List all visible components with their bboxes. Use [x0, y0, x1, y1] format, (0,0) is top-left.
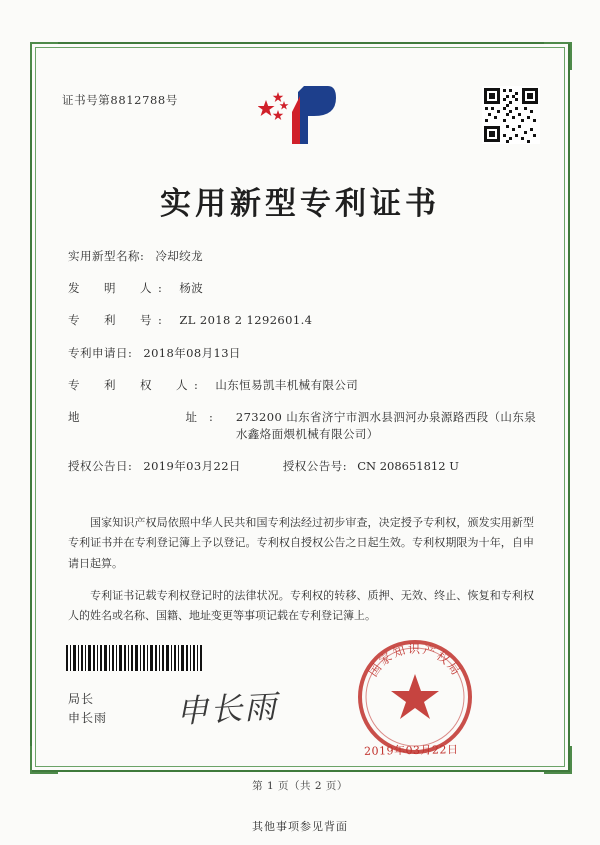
director-name: 申长雨 — [68, 711, 108, 726]
field-row-address — [68, 409, 538, 442]
field-row-patentee — [68, 377, 538, 394]
certificate-serial-number: 证书号第8812788号 — [62, 93, 178, 107]
corner-ornament-bottom-right — [544, 746, 572, 774]
back-side-note: 其他事项参见背面 — [252, 820, 348, 833]
handwritten-signature: 申长雨 — [175, 687, 280, 731]
field-value: 山东恒易凯丰机械有限公司 — [215, 377, 359, 392]
signature-block — [68, 690, 107, 728]
field-row-application-date — [68, 345, 538, 362]
director-title: 局长 — [68, 692, 95, 706]
certificate-body-text — [68, 513, 534, 639]
field-label-grant-number: 授权公告号: — [282, 458, 348, 473]
field-label-grant-date: 授权公告日: — [68, 458, 133, 473]
field-label: 实用新型名称: — [68, 249, 145, 263]
certificate-fields — [68, 248, 538, 490]
field-row-grant-announcement — [68, 458, 538, 475]
barcode — [66, 645, 202, 671]
page-title: 实用新型专利证书 — [160, 186, 440, 222]
seal-date: 2019年03月22日 — [363, 743, 459, 758]
field-row-inventor — [68, 280, 538, 297]
field-value: ZL 2018 2 1292601.4 — [179, 313, 313, 328]
field-label: 专 利 号: — [68, 313, 169, 328]
qr-code — [482, 86, 540, 144]
field-label: 发 明 人: — [68, 281, 169, 296]
svg-text:国家知识产权局: 国家知识产权局 — [365, 642, 465, 680]
paragraph-2: 专利证书记载专利权登记时的法律状况。专利权的转移、质押、无效、终止、恢复和专利权人的姓名或名称、国籍、地址变更等事项记载在专利登记簿上。 — [68, 589, 534, 623]
field-value: 273200 山东省济宁市泗水县泗河办泉源路西段（山东泉水鑫烙面煨机械有限公司） — [235, 409, 537, 441]
field-value-grant-number: CN 208651812 U — [357, 458, 459, 473]
patent-office-logo-icon — [258, 82, 342, 154]
field-value-grant-date: 2019年03月22日 — [143, 458, 241, 473]
field-label: 地 址: — [68, 409, 225, 424]
corner-ornament-bottom-left — [30, 746, 58, 774]
field-label: 专 利 权 人: — [68, 377, 205, 392]
field-row-patent-number — [68, 312, 538, 329]
corner-ornament-top-right — [544, 42, 572, 70]
page-number-footer: 第 1 页（共 2 页） — [252, 780, 348, 792]
field-label: 专利申请日: — [68, 345, 133, 360]
field-value: 杨波 — [179, 281, 204, 296]
field-value: 冷却绞龙 — [155, 249, 203, 263]
field-row-utility-model-name — [68, 248, 538, 265]
paragraph-1: 国家知识产权局依照中华人民共和国专利法经过初步审查，决定授予专利权，颁发实用新型专利证书并在专利登记簿上予以登记。专利权自授权公告之日起生效。专利权期限为十年，自申请日起算。 — [68, 516, 534, 570]
corner-ornament-top-left — [30, 42, 58, 70]
field-value: 2018年08月13日 — [143, 345, 241, 360]
